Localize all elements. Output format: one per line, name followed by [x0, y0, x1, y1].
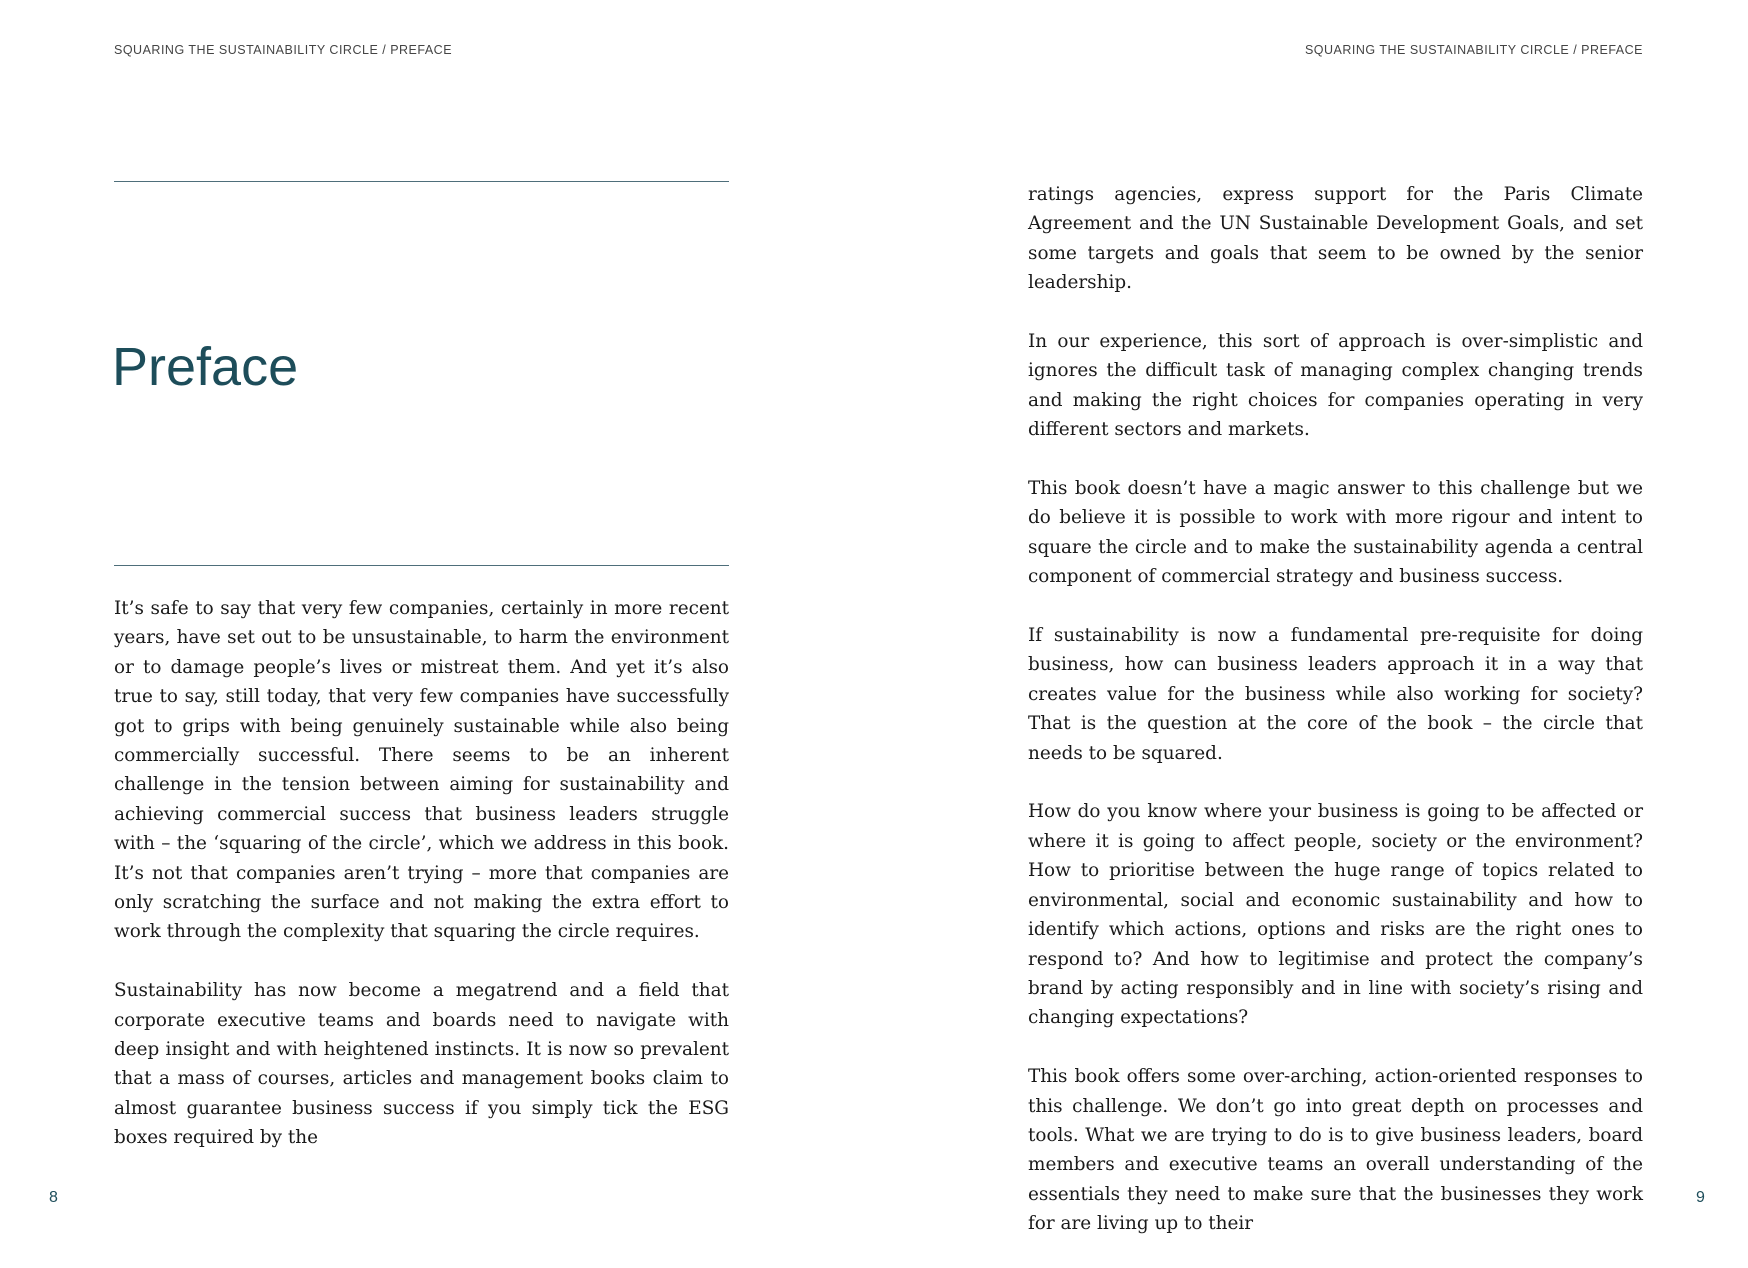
title-rule-bottom	[114, 565, 729, 566]
title-rule-top	[114, 181, 729, 182]
left-paragraph-2: Sustainability has now become a megatrend and a field that corporate executive teams and boards need to navigate with deep insight and with heightened instincts. It is now so prevalent that a mass of courses, articles and management books claim to almost guarantee business success if you simply tick the ESG boxes required by the	[114, 980, 729, 1149]
right-paragraph-3: This book doesn’t have a magic answer to this challenge but we do believe it is possible to work with more rigour and intent to square the circle and to make the sustainability agenda a central component of commercial strategy and business success.	[1028, 478, 1643, 588]
right-paragraph-5: How do you know where your business is going to be affected or where it is going to affect people, society or the environment? How to prioritise between the huge range of topics related to environmental, social and economic sustainability and how to identify which actions, options and risks are the right ones to respond to? And how to legitimise and protect the company’s brand by acting responsibly and in line with society’s rising and changing expectations?	[1028, 801, 1643, 1029]
running-head-right: SQUARING THE SUSTAINABILITY CIRCLE / PREFACE	[1304, 43, 1643, 57]
left-paragraph-1: It’s safe to say that very few companies, certainly in more recent years, have set out to be unsustainable, to harm the environment or to damage people’s lives or mistreat them. And yet it’s also true to say, still today, that very few companies have successfully got to grips with being genuinely sustainable while also being commercially successful. There seems to be an inherent challenge in the tension between aiming for sustainability and achieving commercial success that business leaders struggle with – the ‘squaring of the circle’, which we address in this book. It’s not that companies aren’t trying – more that companies are only scratching the surface and not making the extra effort to work through the complexity that squaring the circle requires.	[114, 598, 729, 943]
right-paragraph-4: If sustainability is now a fundamental pre-requisite for doing business, how can business leaders approach it in a way that creates value for the business while also working for society? That is the question at the core of the book – the circle that needs to be squared.	[1028, 625, 1643, 764]
page-number-right: 9	[1696, 1189, 1705, 1206]
chapter-title: Preface	[112, 337, 299, 397]
right-paragraph-6: This book offers some over-arching, action-oriented responses to this challenge. We don’t go into great depth on processes and tools. What we are trying to do is to give business leaders, board members and executive teams an overall understanding of the essentials they need to make sure that the businesses they work for are living up to their	[1028, 1066, 1643, 1235]
right-page-body	[1028, 180, 1643, 1268]
left-page-body	[114, 594, 729, 1182]
right-paragraph-2: In our experience, this sort of approach is over-simplistic and ignores the difficult task of managing complex changing trends and making the right choices for companies operating in very different sectors and markets.	[1028, 331, 1643, 441]
right-paragraph-1: ratings agencies, express support for the Paris Climate Agreement and the UN Sustainable Development Goals, and set some targets and goals that seem to be owned by the senior leadership.	[1028, 184, 1643, 294]
running-head-left: SQUARING THE SUSTAINABILITY CIRCLE / PREFACE	[114, 43, 453, 57]
page-number-left: 8	[49, 1189, 58, 1206]
